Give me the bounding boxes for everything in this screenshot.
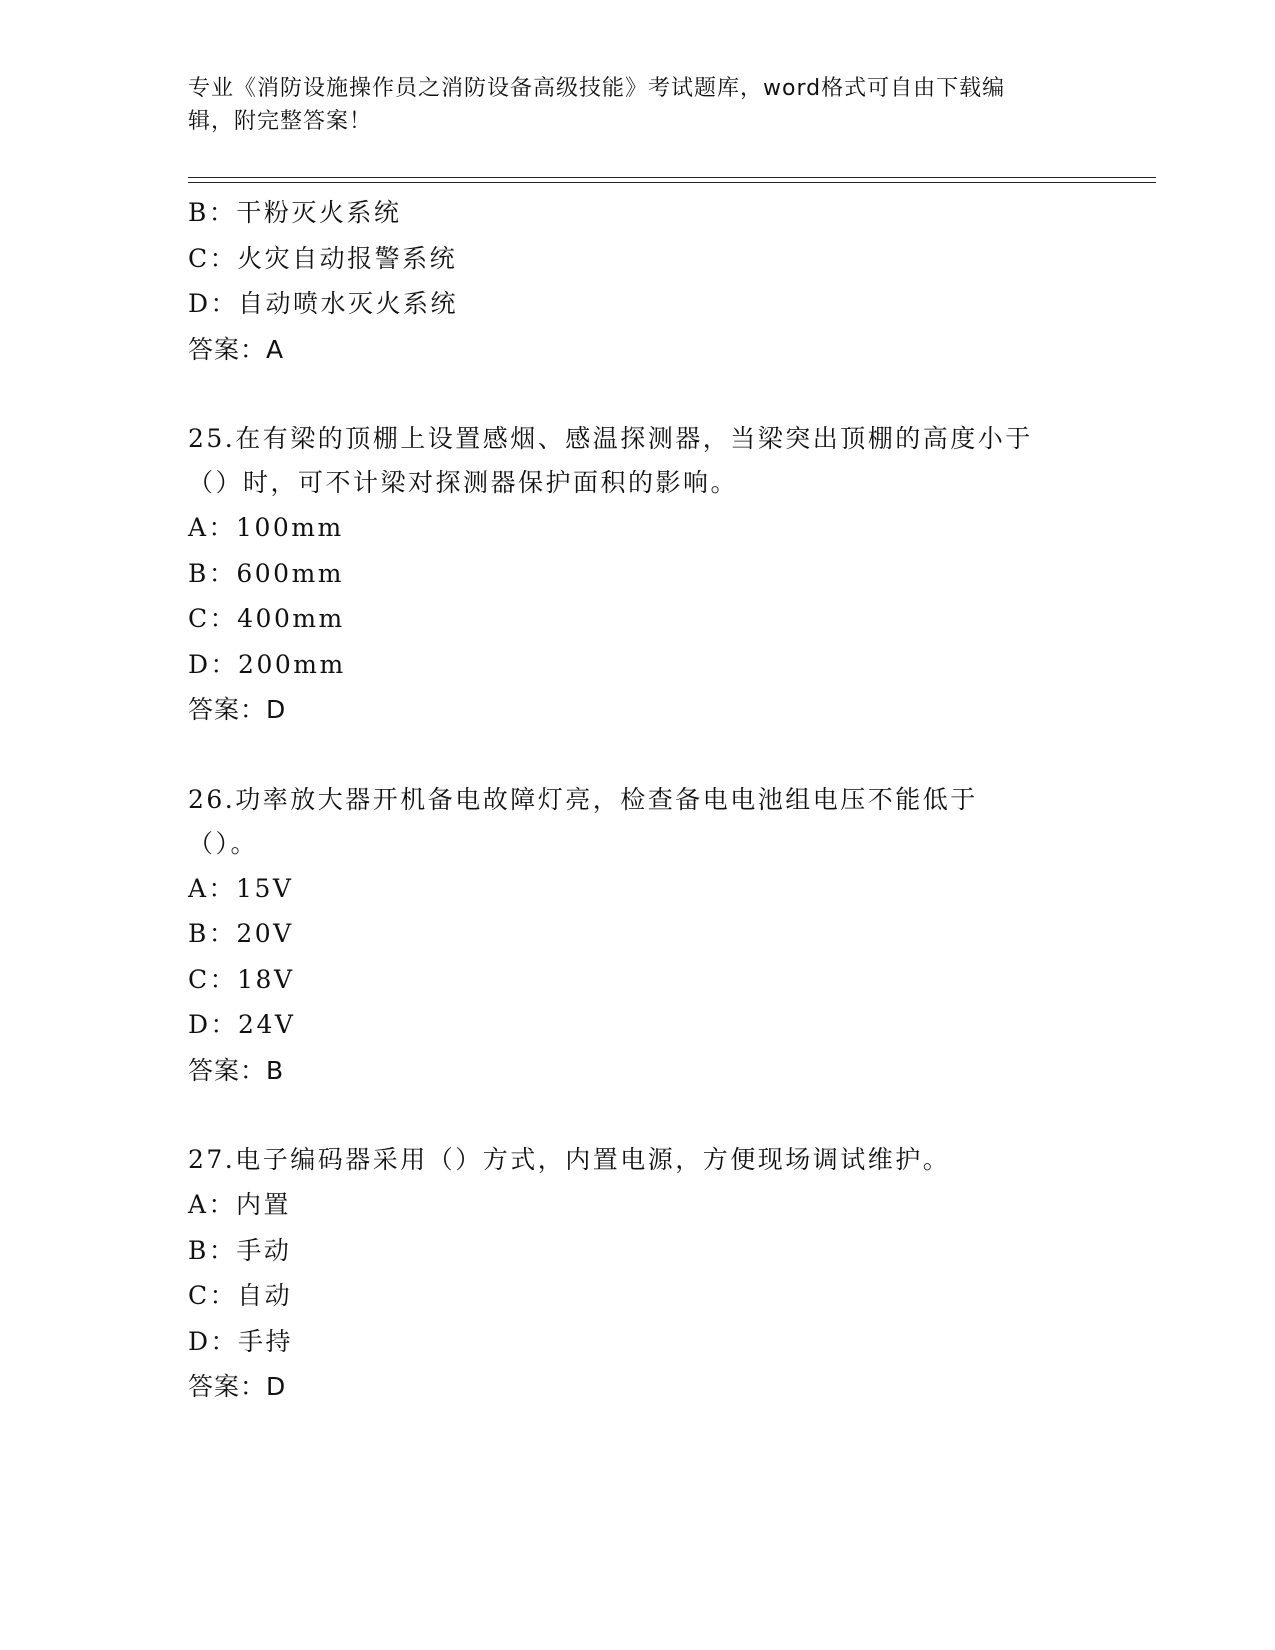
option-a: A：15V — [188, 873, 294, 903]
answer-line: 答案：D — [188, 695, 287, 724]
option-d: D：手持 — [188, 1326, 294, 1356]
option-a: A：100mm — [188, 513, 344, 542]
question-list — [188, 190, 1088, 1410]
previous-question-tail — [188, 190, 1088, 372]
option-d: D：24V — [188, 1010, 296, 1039]
option-b: B：手动 — [188, 1235, 292, 1265]
header-divider-bottom — [188, 182, 1156, 183]
header-line-2: 辑，附完整答案！ — [188, 109, 373, 134]
question-text: 25.在有梁的顶棚上设置感烟、感温探测器，当梁突出顶棚的高度小于（）时，可不计梁对探测器保护面积的影响。 — [188, 424, 1033, 497]
option-b: B：20V — [188, 919, 294, 948]
option-d: D：自动喷水灭火系统 — [188, 289, 459, 318]
option-c: C：自动 — [188, 1281, 293, 1310]
question-text: 26.功率放大器开机备电故障灯亮，检查备电电池组电压不能低于（）。 — [188, 784, 978, 858]
answer-line: 答案：D — [188, 1372, 287, 1401]
answer-line: 答案：A — [188, 334, 285, 364]
option-c: C：18V — [188, 964, 295, 994]
answer-line: 答案：B — [188, 1055, 285, 1085]
header-line-1: 专业《消防设施操作员之消防设备高级技能》考试题库，word格式可自由下载编 — [188, 76, 1006, 101]
question-text: 27.电子编码器采用（）方式，内置电源，方便现场调试维护。 — [188, 1145, 951, 1174]
question-27 — [188, 1138, 1088, 1410]
option-b: B：干粉灭火系统 — [188, 198, 402, 227]
option-c: C：400mm — [188, 604, 345, 633]
header-divider-top — [188, 177, 1156, 178]
option-d: D：200mm — [188, 649, 346, 679]
option-b: B：600mm — [188, 558, 345, 588]
question-26 — [188, 778, 1088, 1094]
option-a: A：内置 — [188, 1190, 292, 1219]
option-c: C：火灾自动报警系统 — [188, 243, 458, 273]
document-header — [188, 72, 1068, 138]
question-25 — [188, 417, 1088, 733]
